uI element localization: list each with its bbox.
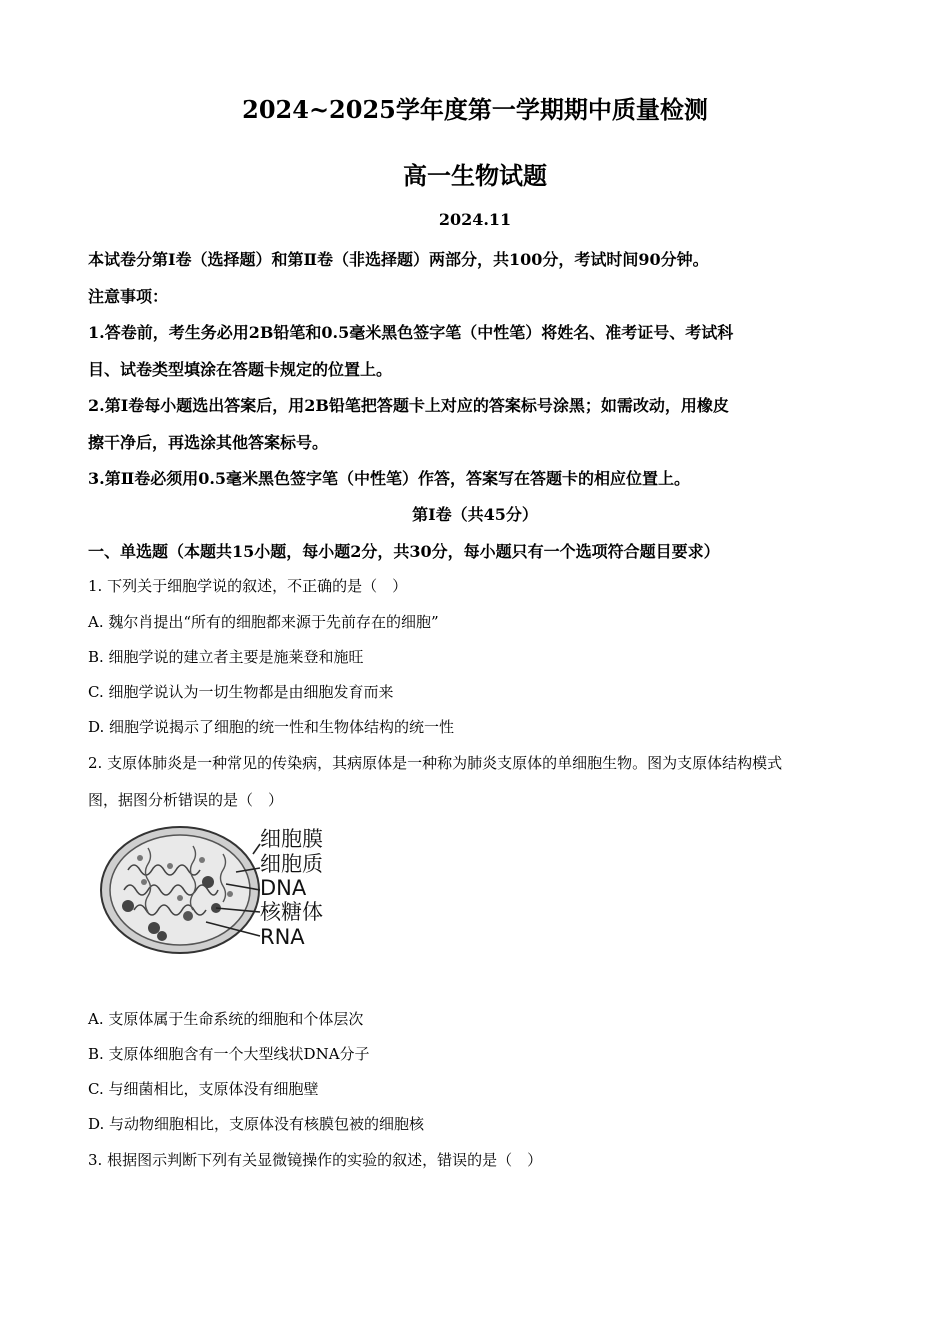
cell-illustration [101, 827, 259, 953]
q1-option-a: A. 魏尔肖提出“所有的细胞都来源于先前存在的细胞” [88, 613, 439, 631]
q1-option-d: D. 细胞学说揭示了细胞的统一性和生物体结构的统一性 [88, 718, 455, 736]
note-2-line-1: 2.第Ⅰ卷每小题选出答案后，用2B铅笔把答题卡上对应的答案标号涂黑；如需改动，用橡皮 [88, 396, 729, 415]
q1-option-b: B. 细胞学说的建立者主要是施莱登和施旺 [88, 648, 364, 666]
q1-stem: 1. 下列关于细胞学说的叙述，不正确的是（ ） [88, 577, 408, 595]
notes-heading: 注意事项： [88, 287, 169, 306]
q2-option-a: A. 支原体属于生命系统的细胞和个体层次 [88, 1010, 364, 1028]
intro-text: 本试卷分第Ⅰ卷（选择题）和第Ⅱ卷（非选择题）两部分，共100分，考试时间90分钟。 [88, 250, 709, 269]
q2-option-d: D. 与动物细胞相比，支原体没有核膜包被的细胞核 [88, 1115, 425, 1133]
label-cytoplasm: 细胞质 [260, 852, 323, 876]
exam-title: 2024~2025学年度第一学期期中质量检测 [242, 95, 708, 124]
label-ribosome: 核糖体 [260, 900, 323, 924]
note-1-line-1: 1.答卷前，考生务必用2B铅笔和0.5毫米黑色签字笔（中性笔）将姓名、准考证号、考试科 [88, 323, 734, 342]
note-3: 3.第Ⅱ卷必须用0.5毫米黑色签字笔（中性笔）作答，答案写在答题卡的相应位置上。 [88, 469, 691, 488]
q2-option-b: B. 支原体细胞含有一个大型线状DNA分子 [88, 1045, 370, 1063]
q3-stem: 3. 根据图示判断下列有关显微镜操作的实验的叙述，错误的是（ ） [88, 1151, 543, 1169]
q1-option-c: C. 细胞学说认为一切生物都是由细胞发育而来 [88, 683, 394, 701]
exam-date: 2024.11 [438, 210, 512, 229]
label-dna: DNA [260, 876, 307, 900]
mycoplasma-diagram [98, 818, 358, 956]
exam-subtitle: 高一生物试题 [403, 161, 547, 190]
label-cell-membrane: 细胞膜 [260, 827, 323, 851]
note-2-line-2: 擦干净后，再选涂其他答案标号。 [88, 433, 329, 452]
section-heading: 第Ⅰ卷（共45分） [412, 505, 538, 524]
label-rna: RNA [260, 925, 305, 949]
note-1-line-2: 目、试卷类型填涂在答题卡规定的位置上。 [88, 360, 393, 379]
part-heading: 一、单选题（本题共15小题，每小题2分，共30分，每小题只有一个选项符合题目要求） [88, 542, 720, 561]
q2-option-c: C. 与细菌相比，支原体没有细胞壁 [88, 1080, 319, 1098]
q2-stem-line-1: 2. 支原体肺炎是一种常见的传染病，其病原体是一种称为肺炎支原体的单细胞生物。图为支原体结构模式 [88, 754, 783, 772]
q2-stem-line-2: 图，据图分析错误的是（ ） [88, 791, 284, 809]
